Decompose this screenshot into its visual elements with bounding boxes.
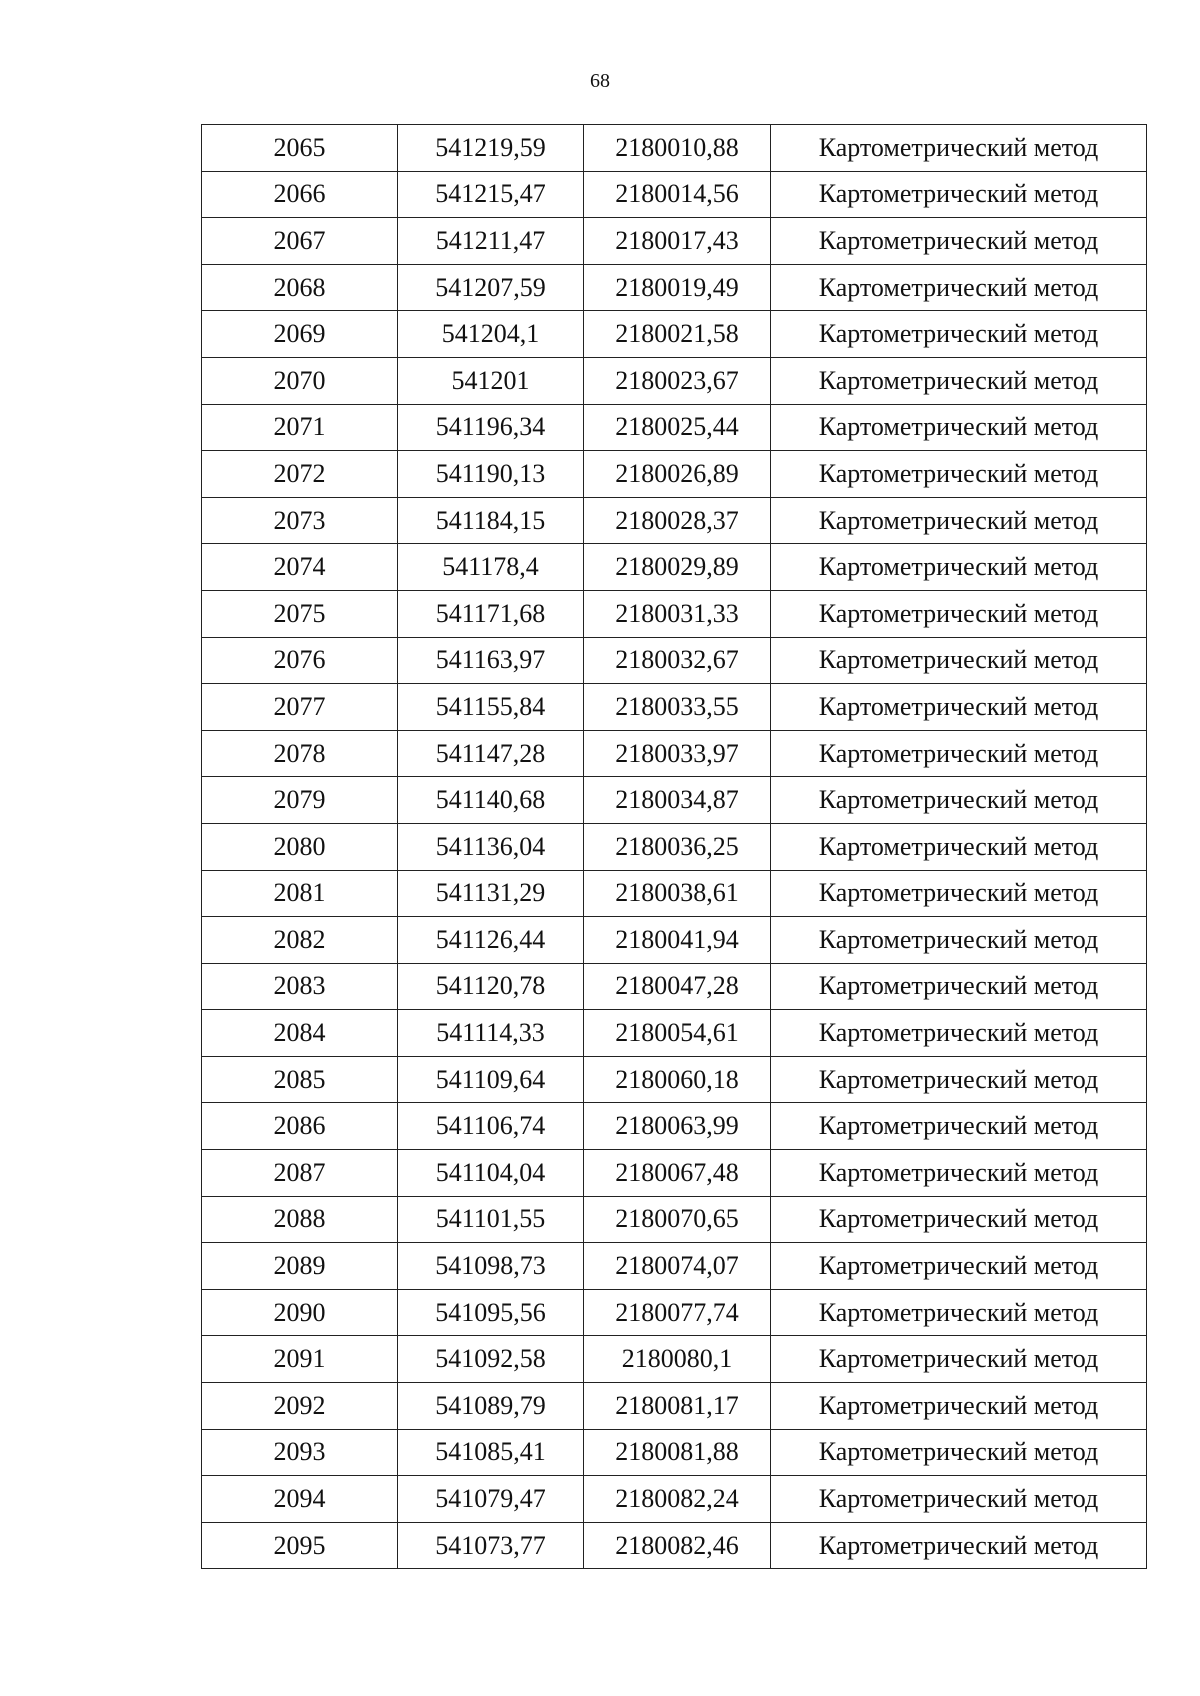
x-coordinate-cell: 541219,59 [398,125,584,172]
point-number-cell: 2073 [202,497,398,544]
point-number-cell: 2092 [202,1383,398,1430]
page-number: 68 [590,70,610,92]
x-coordinate-cell: 541207,59 [398,264,584,311]
point-number-cell: 2077 [202,684,398,731]
y-coordinate-cell: 2180033,97 [584,730,771,777]
x-coordinate-cell: 541201 [398,357,584,404]
coordinates-table [201,124,1147,1569]
x-coordinate-cell: 541109,64 [398,1056,584,1103]
x-coordinate-cell: 541131,29 [398,870,584,917]
table-row [202,1476,1147,1523]
point-number-cell: 2089 [202,1243,398,1290]
point-number-cell: 2084 [202,1010,398,1057]
point-number-cell: 2088 [202,1196,398,1243]
point-number-cell: 2085 [202,1056,398,1103]
method-cell: Картометрический метод [771,1103,1147,1150]
point-number-cell: 2075 [202,590,398,637]
table-row [202,637,1147,684]
y-coordinate-cell: 2180017,43 [584,218,771,265]
x-coordinate-cell: 541120,78 [398,963,584,1010]
y-coordinate-cell: 2180032,67 [584,637,771,684]
table-row [202,1429,1147,1476]
point-number-cell: 2069 [202,311,398,358]
y-coordinate-cell: 2180047,28 [584,963,771,1010]
y-coordinate-cell: 2180029,89 [584,544,771,591]
y-coordinate-cell: 2180021,58 [584,311,771,358]
table-row [202,1010,1147,1057]
x-coordinate-cell: 541079,47 [398,1476,584,1523]
point-number-cell: 2074 [202,544,398,591]
x-coordinate-cell: 541098,73 [398,1243,584,1290]
method-cell: Картометрический метод [771,497,1147,544]
method-cell: Картометрический метод [771,544,1147,591]
method-cell: Картометрический метод [771,171,1147,218]
method-cell: Картометрический метод [771,1056,1147,1103]
x-coordinate-cell: 541085,41 [398,1429,584,1476]
method-cell: Картометрический метод [771,1150,1147,1197]
method-cell: Картометрический метод [771,1289,1147,1336]
table-row [202,870,1147,917]
table-row [202,1150,1147,1197]
y-coordinate-cell: 2180077,74 [584,1289,771,1336]
table-row [202,1383,1147,1430]
table-row [202,451,1147,498]
point-number-cell: 2081 [202,870,398,917]
method-cell: Картометрический метод [771,1336,1147,1383]
method-cell: Картометрический метод [771,125,1147,172]
y-coordinate-cell: 2180031,33 [584,590,771,637]
table-row [202,311,1147,358]
point-number-cell: 2067 [202,218,398,265]
y-coordinate-cell: 2180026,89 [584,451,771,498]
x-coordinate-cell: 541089,79 [398,1383,584,1430]
y-coordinate-cell: 2180060,18 [584,1056,771,1103]
table-row [202,963,1147,1010]
table-row [202,1522,1147,1569]
table-row [202,777,1147,824]
table-body [202,125,1147,1569]
method-cell: Картометрический метод [771,1476,1147,1523]
point-number-cell: 2082 [202,917,398,964]
method-cell: Картометрический метод [771,684,1147,731]
x-coordinate-cell: 541163,97 [398,637,584,684]
method-cell: Картометрический метод [771,1383,1147,1430]
y-coordinate-cell: 2180023,67 [584,357,771,404]
point-number-cell: 2095 [202,1522,398,1569]
y-coordinate-cell: 2180041,94 [584,917,771,964]
table-row [202,357,1147,404]
x-coordinate-cell: 541184,15 [398,497,584,544]
point-number-cell: 2076 [202,637,398,684]
y-coordinate-cell: 2180014,56 [584,171,771,218]
point-number-cell: 2072 [202,451,398,498]
table-row [202,1056,1147,1103]
method-cell: Картометрический метод [771,870,1147,917]
point-number-cell: 2087 [202,1150,398,1197]
x-coordinate-cell: 541073,77 [398,1522,584,1569]
y-coordinate-cell: 2180070,65 [584,1196,771,1243]
table-row [202,544,1147,591]
x-coordinate-cell: 541106,74 [398,1103,584,1150]
point-number-cell: 2080 [202,823,398,870]
point-number-cell: 2078 [202,730,398,777]
x-coordinate-cell: 541196,34 [398,404,584,451]
y-coordinate-cell: 2180010,88 [584,125,771,172]
method-cell: Картометрический метод [771,637,1147,684]
method-cell: Картометрический метод [771,1010,1147,1057]
point-number-cell: 2066 [202,171,398,218]
x-coordinate-cell: 541114,33 [398,1010,584,1057]
y-coordinate-cell: 2180067,48 [584,1150,771,1197]
x-coordinate-cell: 541190,13 [398,451,584,498]
x-coordinate-cell: 541171,68 [398,590,584,637]
y-coordinate-cell: 2180081,17 [584,1383,771,1430]
x-coordinate-cell: 541204,1 [398,311,584,358]
x-coordinate-cell: 541211,47 [398,218,584,265]
y-coordinate-cell: 2180054,61 [584,1010,771,1057]
table-row [202,171,1147,218]
method-cell: Картометрический метод [771,404,1147,451]
table-row [202,590,1147,637]
method-cell: Картометрический метод [771,917,1147,964]
table-row [202,1196,1147,1243]
table-row [202,1243,1147,1290]
table-row [202,1103,1147,1150]
point-number-cell: 2094 [202,1476,398,1523]
method-cell: Картометрический метод [771,590,1147,637]
x-coordinate-cell: 541147,28 [398,730,584,777]
y-coordinate-cell: 2180082,46 [584,1522,771,1569]
point-number-cell: 2090 [202,1289,398,1336]
y-coordinate-cell: 2180034,87 [584,777,771,824]
table-row [202,684,1147,731]
x-coordinate-cell: 541095,56 [398,1289,584,1336]
method-cell: Картометрический метод [771,1522,1147,1569]
table-row [202,264,1147,311]
y-coordinate-cell: 2180074,07 [584,1243,771,1290]
x-coordinate-cell: 541178,4 [398,544,584,591]
y-coordinate-cell: 2180081,88 [584,1429,771,1476]
x-coordinate-cell: 541126,44 [398,917,584,964]
x-coordinate-cell: 541155,84 [398,684,584,731]
x-coordinate-cell: 541215,47 [398,171,584,218]
point-number-cell: 2070 [202,357,398,404]
y-coordinate-cell: 2180038,61 [584,870,771,917]
method-cell: Картометрический метод [771,311,1147,358]
table-row [202,730,1147,777]
table-row [202,125,1147,172]
method-cell: Картометрический метод [771,963,1147,1010]
x-coordinate-cell: 541101,55 [398,1196,584,1243]
method-cell: Картометрический метод [771,730,1147,777]
point-number-cell: 2091 [202,1336,398,1383]
method-cell: Картометрический метод [771,823,1147,870]
point-number-cell: 2083 [202,963,398,1010]
table-row [202,1336,1147,1383]
y-coordinate-cell: 2180033,55 [584,684,771,731]
method-cell: Картометрический метод [771,357,1147,404]
point-number-cell: 2093 [202,1429,398,1476]
y-coordinate-cell: 2180082,24 [584,1476,771,1523]
y-coordinate-cell: 2180025,44 [584,404,771,451]
x-coordinate-cell: 541104,04 [398,1150,584,1197]
method-cell: Картометрический метод [771,1429,1147,1476]
method-cell: Картометрический метод [771,218,1147,265]
point-number-cell: 2065 [202,125,398,172]
y-coordinate-cell: 2180036,25 [584,823,771,870]
y-coordinate-cell: 2180080,1 [584,1336,771,1383]
table-row [202,497,1147,544]
point-number-cell: 2068 [202,264,398,311]
method-cell: Картометрический метод [771,451,1147,498]
method-cell: Картометрический метод [771,264,1147,311]
table-row [202,404,1147,451]
y-coordinate-cell: 2180019,49 [584,264,771,311]
method-cell: Картометрический метод [771,777,1147,824]
method-cell: Картометрический метод [771,1196,1147,1243]
method-cell: Картометрический метод [771,1243,1147,1290]
point-number-cell: 2071 [202,404,398,451]
point-number-cell: 2079 [202,777,398,824]
table-row [202,1289,1147,1336]
table-row [202,218,1147,265]
table-row [202,917,1147,964]
y-coordinate-cell: 2180028,37 [584,497,771,544]
x-coordinate-cell: 541136,04 [398,823,584,870]
table-row [202,823,1147,870]
point-number-cell: 2086 [202,1103,398,1150]
y-coordinate-cell: 2180063,99 [584,1103,771,1150]
x-coordinate-cell: 541092,58 [398,1336,584,1383]
x-coordinate-cell: 541140,68 [398,777,584,824]
